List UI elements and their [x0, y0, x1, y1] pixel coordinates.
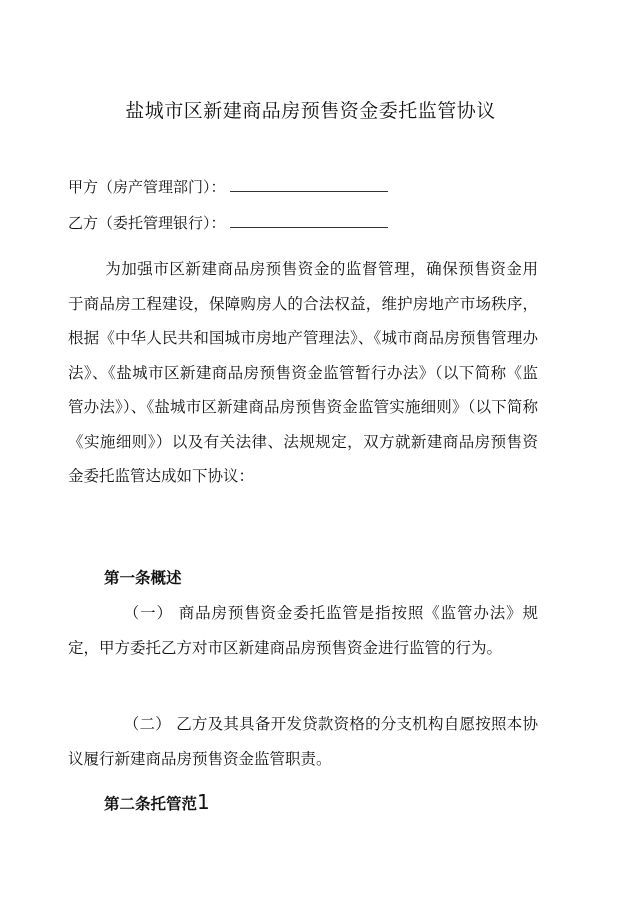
party-b-line [68, 212, 388, 233]
article-1-clause-1: （一） 商品房预售资金委托监管是指按照《监管办法》规定，甲方委托乙方对市区新建商品房预售资金进行监管的行为。 [68, 604, 538, 657]
article-2-heading-text: 第二条托管范 [104, 795, 198, 813]
party-b-label: 乙方（委托管理银行）： [68, 214, 226, 232]
party-a-line [68, 176, 388, 197]
party-a-blank [230, 177, 388, 192]
article-2-heading-num: 1 [197, 790, 210, 814]
intro-paragraph: 为加强市区新建商品房预售资金的监督管理，确保预售资金用于商品房工程建设，保障购房人的合法权益，维护房地产市场秩序，根据《中华人民共和国城市房地产管理法》、《城市商品房预售管理办法》、《盐城市区新建商品房预售资金监管暂行办法》（以下简称《监管办法》）、《盐城市区新建商品房预售资金监管实施细则》（以下简称《实施细则》）以及有关法律、法规规定，双方就新建商品房预售资金委托监管达成如下协议： [68, 260, 538, 485]
article-2-heading [104, 790, 210, 814]
article-1-heading: 第一条概述 [104, 569, 182, 587]
article-1-clause-2: （二） 乙方及其具备开发贷款资格的分支机构自愿按照本协议履行新建商品房预售资金监管职责。 [68, 715, 538, 768]
party-b-blank [230, 213, 388, 228]
party-a-label: 甲方（房产管理部门）： [68, 178, 226, 196]
document-title: 盐城市区新建商品房预售资金委托监管协议 [125, 100, 496, 122]
